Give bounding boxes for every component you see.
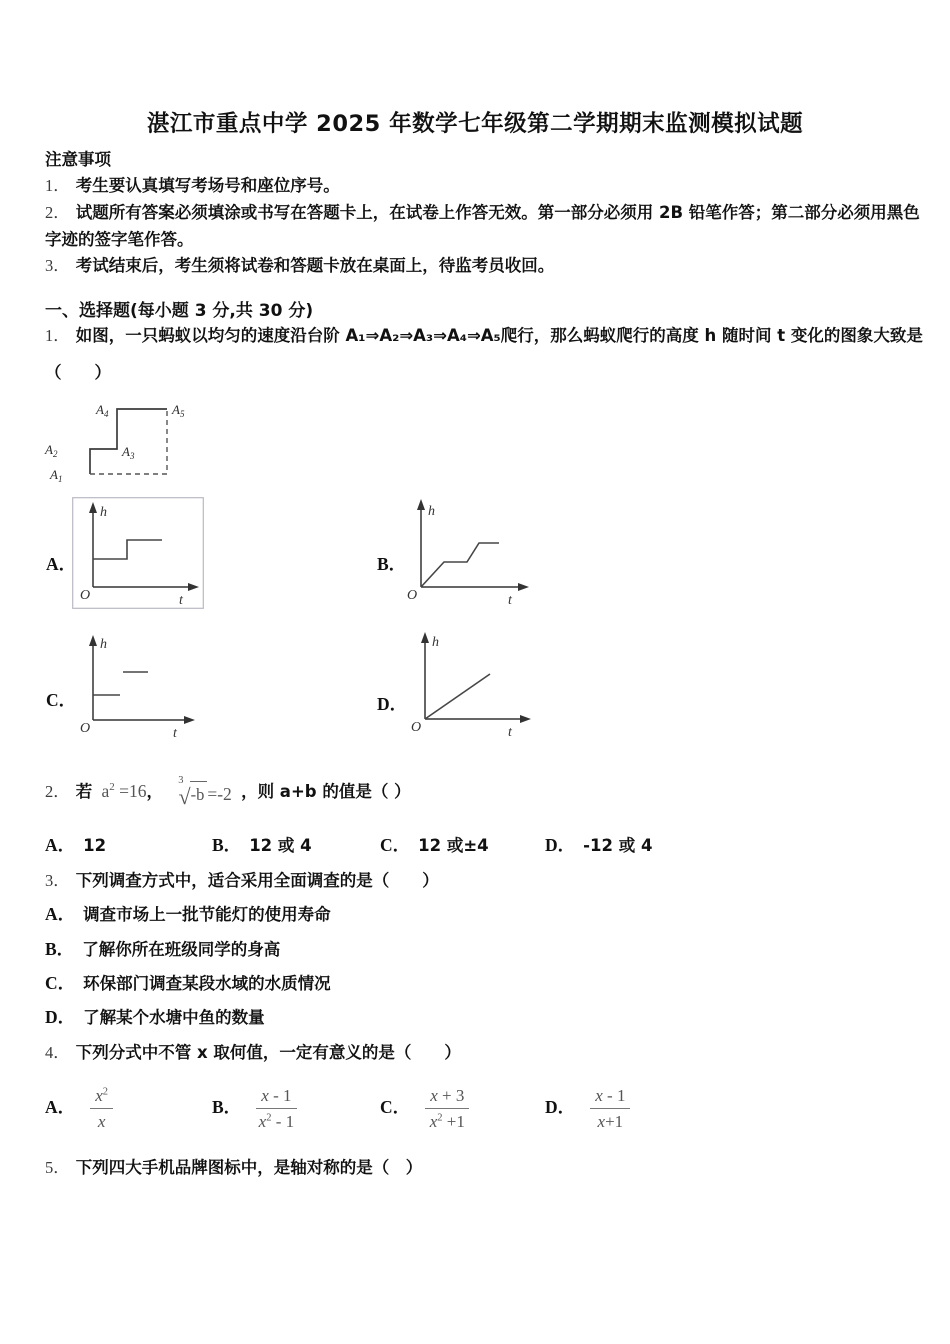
- question-text: 如图，一只蚂蚁以均匀的速度沿台阶 A₁⇒A₂⇒A₃⇒A₄⇒A₅爬行，那么蚂蚁爬行的高度 h 随时间 t 变化的图象大致是: [75, 326, 923, 345]
- graph-b-curve: [421, 543, 499, 587]
- question-text: 下列调查方式中，适合采用全面调查的是（ ）: [75, 871, 439, 890]
- page-title: 湛江市重点中学 2025 年数学七年级第二学期期末监测模拟试题: [146, 111, 804, 137]
- notice-heading: 注意事项: [45, 150, 111, 169]
- notice-text: 考生要认真填写考场号和座位序号。: [75, 176, 340, 195]
- q2-option-d: D． -12 或 4: [545, 835, 653, 855]
- q2-options-row: [45, 832, 925, 857]
- question-text: 若: [75, 781, 93, 801]
- t-axis-arrow-icon: [184, 716, 195, 724]
- notice-item-1: [45, 173, 340, 198]
- t-axis-label: t: [179, 593, 183, 608]
- stair-label-a2: $A_2$: [45, 442, 58, 459]
- section-heading: 一、选择题(每小题 3 分,共 30 分): [45, 301, 314, 321]
- question-1-answer-bracket: （ ）: [45, 363, 111, 382]
- q3-option-b: B． 了解你所在班级同学的身高: [45, 939, 281, 959]
- question-5: [45, 1155, 422, 1180]
- h-axis-arrow-icon: [89, 502, 97, 513]
- notice-number: 3．: [45, 256, 70, 275]
- q2-option-c: C． 12 或±4: [380, 835, 489, 855]
- notice-number: 2．: [45, 203, 70, 222]
- h-axis-label: h: [428, 504, 435, 519]
- q2-option-b: B． 12 或 4: [212, 835, 312, 855]
- q4-option-b: B． $\frac{x - 1}{x^2 - 1}$: [212, 1068, 380, 1132]
- question-number: 4．: [45, 1043, 70, 1062]
- stair-label-a5: $A_5$: [172, 402, 185, 419]
- t-axis-arrow-icon: [518, 583, 529, 591]
- stair-label-a1: $A_1$: [50, 467, 63, 484]
- comma: ，: [241, 781, 258, 801]
- question-number: 3．: [45, 871, 70, 890]
- question-3: [45, 868, 439, 893]
- staircase-figure: [40, 386, 200, 486]
- notice-number: 1．: [45, 176, 70, 195]
- h-axis-label: h: [432, 635, 439, 650]
- question-text: 下列四大手机品牌图标中，是轴对称的是（ ）: [75, 1158, 423, 1177]
- h-axis-label: h: [100, 505, 107, 520]
- h-axis-arrow-icon: [417, 499, 425, 510]
- stair-label-a3: $A_3$: [122, 444, 135, 461]
- t-axis-arrow-icon: [520, 715, 531, 723]
- t-axis-label: t: [173, 726, 177, 741]
- radical-icon: √: [178, 784, 191, 810]
- q4-options-row: [45, 1068, 925, 1132]
- origin-label: O: [411, 720, 422, 735]
- fraction: $\frac{x - 1}{x^2 - 1}$: [256, 1085, 296, 1133]
- q1-graph-c: [72, 630, 204, 742]
- staircase-dashed-path: [90, 409, 167, 474]
- h-axis-label: h: [100, 637, 107, 652]
- formula-a-squared: $a^2 =16$: [101, 780, 147, 801]
- graph-d-curve: [425, 674, 490, 719]
- q3-option-c: C． 环保部门调查某段水域的水质情况: [45, 973, 331, 993]
- notice-text: 试题所有答案必须填涂或书写在答题卡上，在试卷上作答无效。第一部分必须用 2B 铅笔作答；第二部分必须用黑色字迹的签字笔作答。: [45, 203, 920, 249]
- origin-label: O: [80, 721, 91, 736]
- notice-item-3: [45, 253, 554, 278]
- t-axis-arrow-icon: [188, 583, 199, 591]
- h-axis-arrow-icon: [89, 635, 97, 646]
- origin-label: O: [80, 588, 91, 603]
- question-text-rest: 则 a+b 的值是（ ）: [257, 781, 411, 801]
- q4-option-c: C． $\frac{x + 3}{x^2 +1}$: [380, 1068, 545, 1132]
- q4-option-d: D． $\frac{x - 1}{x+1}$: [545, 1068, 925, 1132]
- notice-text: 考试结束后，考生须将试卷和答题卡放在桌面上，待监考员收回。: [75, 256, 555, 275]
- q1-option-b-label: B．: [377, 554, 407, 574]
- q2-option-a: A． 12: [45, 835, 107, 855]
- q1-graph-a: [72, 497, 204, 609]
- notice-item-2: [45, 200, 923, 253]
- question-2: [45, 774, 411, 810]
- q3-option-a: A． 调查市场上一批节能灯的使用寿命: [45, 904, 331, 924]
- comma: ，: [146, 781, 164, 801]
- question-text: 下列分式中不管 x 取何值，一定有意义的是（ ）: [75, 1043, 461, 1062]
- graph-a-curve: [93, 540, 162, 559]
- q3-option-d: D． 了解某个水塘中鱼的数量: [45, 1007, 265, 1027]
- question-number: 2．: [45, 781, 70, 801]
- q1-option-c-label: C．: [46, 690, 77, 710]
- fraction: $\frac{x + 3}{x^2 +1}$: [425, 1085, 469, 1133]
- origin-label: O: [407, 588, 418, 603]
- question-1: [45, 323, 927, 348]
- q4-option-a: A． $\frac{x^2}{x}$: [45, 1068, 212, 1132]
- question-4: [45, 1040, 461, 1065]
- q1-option-a-label: A．: [46, 554, 77, 574]
- q1-option-d-label: D．: [377, 694, 408, 714]
- t-axis-label: t: [508, 725, 512, 740]
- q1-graph-d: [402, 627, 540, 742]
- question-number: 5．: [45, 1158, 70, 1177]
- formula-cube-root: $^3$ √ -b =-2: [178, 774, 232, 810]
- fraction: $\frac{x - 1}{x+1}$: [590, 1085, 630, 1133]
- staircase-solid-path: [90, 409, 167, 474]
- h-axis-arrow-icon: [421, 632, 429, 643]
- stair-label-a4: $A_4$: [96, 402, 109, 419]
- t-axis-label: t: [508, 593, 512, 608]
- question-number: 1．: [45, 326, 70, 345]
- fraction: $\frac{x^2}{x}$: [90, 1085, 113, 1133]
- q1-graph-b: [399, 495, 537, 615]
